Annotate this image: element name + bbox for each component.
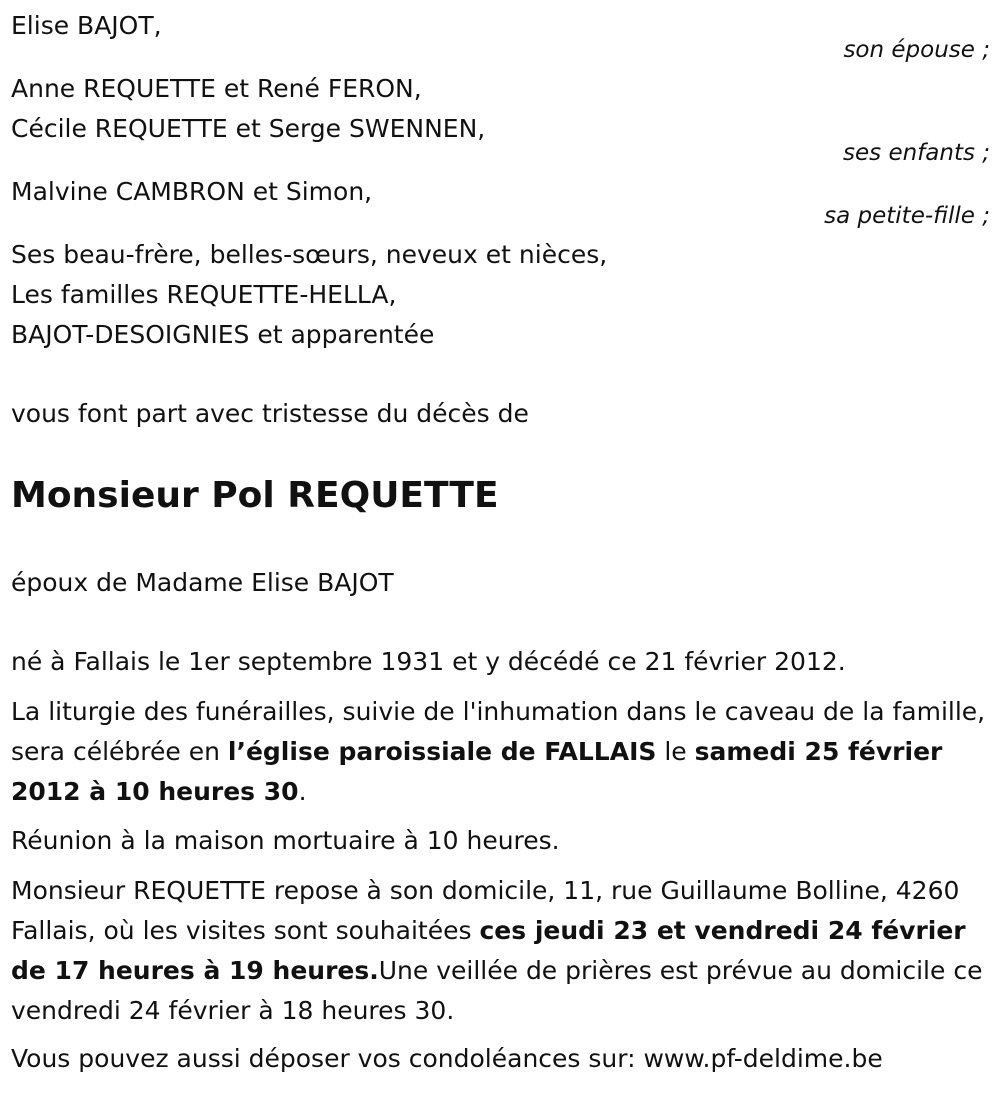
liturgy-paragraph [11, 692, 991, 812]
child-line: Anne REQUETTE et René FERON, [11, 74, 422, 103]
visits-text: Une veillée de prières est prévue au domicile ce vendredi 24 février à 18 heures 30. [11, 956, 983, 1025]
liturgy-date: samedi 25 février 2012 à 10 heures 30 [11, 737, 943, 806]
visits-paragraph [11, 871, 991, 1031]
spouse-role: son épouse ; [843, 37, 990, 63]
announcement-text: vous font part avec tristesse du décès de [11, 399, 529, 428]
reunion-text: Réunion à la maison mortuaire à 10 heures. [11, 826, 560, 855]
deceased-name: Monsieur Pol REQUETTE [11, 475, 499, 516]
birth-death-text: né à Fallais le 1er septembre 1931 et y décédé ce 21 février 2012. [11, 647, 846, 676]
visits-text: Monsieur REQUETTE repose à son domicile, 11, rue Guillaume Bolline, 4260 Fallais, où les visites sont souhaitées [11, 876, 960, 945]
extended-family-line: BAJOT-DESOIGNIES et apparentée [11, 320, 435, 349]
spouse-name: Elise BAJOT, [11, 11, 162, 40]
liturgy-place: l’église paroissiale de FALLAIS [227, 737, 657, 766]
children-role: ses enfants ; [843, 140, 990, 166]
visits-schedule: ces jeudi 23 et vendredi 24 février de 17 heures à 19 heures. [11, 916, 966, 985]
grandchild-role: sa petite-fille ; [824, 203, 990, 229]
liturgy-text: La liturgie des funérailles, suivie de l'inhumation dans le caveau de la famille, sera célébrée en [11, 697, 986, 766]
liturgy-text: . [298, 777, 307, 806]
liturgy-text: le [656, 737, 695, 766]
extended-family-line: Ses beau-frère, belles-sœurs, neveux et nièces, [11, 240, 608, 269]
spouse-of-text: époux de Madame Elise BAJOT [11, 568, 394, 597]
child-line: Cécile REQUETTE et Serge SWENNEN, [11, 114, 486, 143]
extended-family-line: Les familles REQUETTE-HELLA, [11, 280, 397, 309]
grandchild-line: Malvine CAMBRON et Simon, [11, 177, 373, 206]
condolences-text: Vous pouvez aussi déposer vos condoléances sur: www.pf-deldime.be [11, 1044, 883, 1073]
